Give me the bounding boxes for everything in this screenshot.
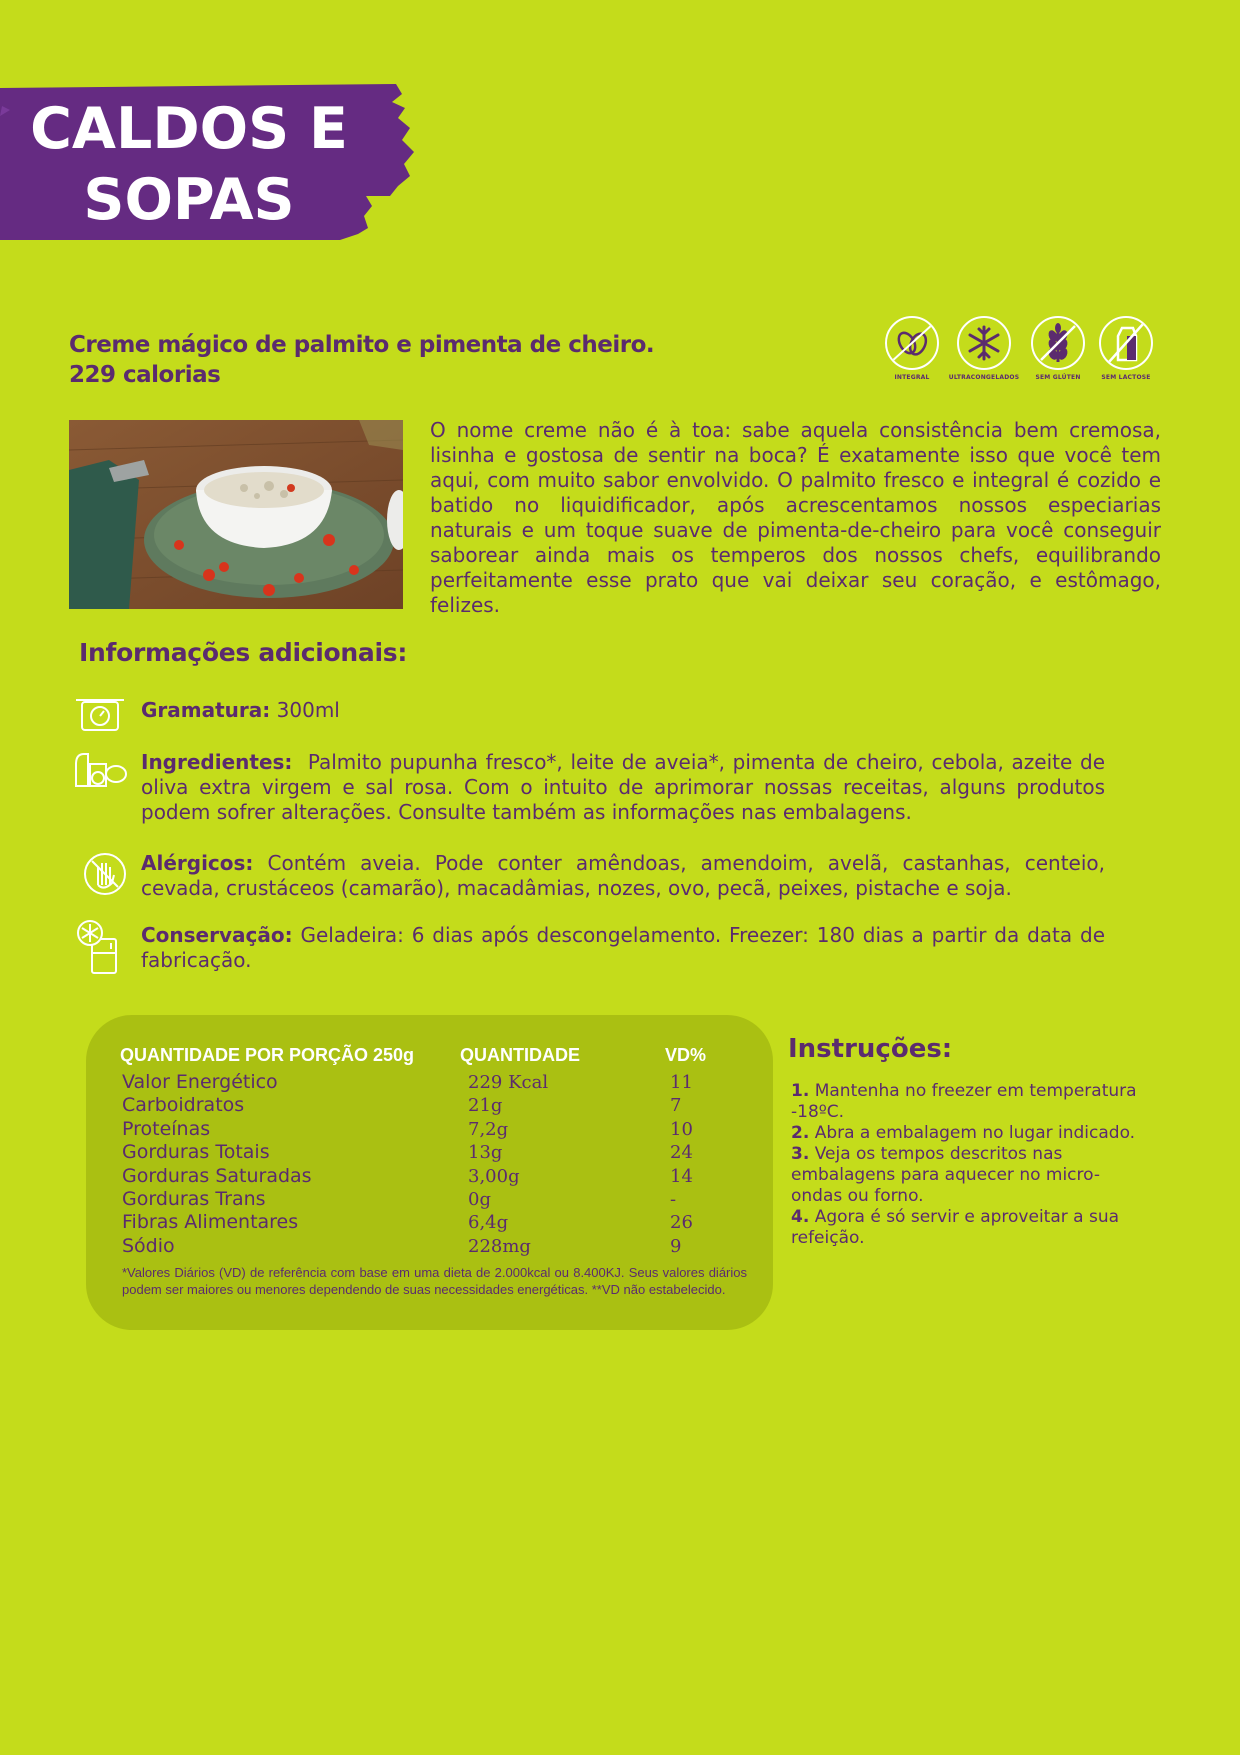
instruction-step (791, 1207, 1151, 1249)
nutrient-vd: 14 (670, 1165, 693, 1187)
step-number: 3. (791, 1144, 810, 1164)
info-weight-label: Gramatura: (141, 698, 271, 722)
badge-row (880, 316, 1166, 392)
instruction-step (791, 1144, 1151, 1207)
category-banner (0, 84, 414, 240)
instructions-title: Instruções: (788, 1034, 953, 1064)
nutrition-row (122, 1165, 742, 1188)
nutrition-row (122, 1188, 742, 1211)
snowflake-icon (957, 316, 1011, 370)
info-weight-value: 300ml (276, 698, 340, 722)
nutrition-row (122, 1211, 742, 1234)
info-ingredients-value: Palmito pupunha fresco*, leite de aveia*, pimenta de cheiro, cebola, azeite de oliva extra virgem e sal rosa. Com o intuito de aprimorar nossas receitas, alguns produtos podem sofrer alterações. Consulte também as informações nas embalagens. (141, 750, 1106, 824)
additional-info-title: Informações adicionais: (79, 638, 408, 667)
nutrient-quantity: 229 Kcal (468, 1072, 549, 1093)
badge-label: INTEGRAL (894, 374, 930, 381)
nutrition-table (86, 1015, 773, 1330)
product-title-block (69, 330, 769, 390)
product-description: O nome creme não é à toa: sabe aquela consistência bem cremosa, lisinha e gostosa de sentir na boca? É exatamente isso que você tem aqui, com muito sabor envolvido. O palmito fresco e integral é cozido e batido no liquidificador, após acrescentamos nossos especiarias naturais e um toque suave de pimenta-de-cheiro para você conseguir saborear ainda mais os temperos dos nossos chefs, equilibrando perfeitamente esse prato que vai deixar seu coração, e estômago, felizes. (430, 418, 1161, 617)
nutrient-name: Proteínas (122, 1117, 211, 1140)
nutrient-quantity: 3,00g (468, 1165, 520, 1187)
step-text: Mantenha no freezer em temperatura -18ºC. (791, 1081, 1137, 1122)
groceries-icon (70, 750, 130, 810)
nutrient-name: Gorduras Totais (122, 1141, 270, 1164)
instruction-step (791, 1081, 1151, 1123)
nutrient-vd: 10 (670, 1118, 693, 1140)
nutrition-rows (122, 1071, 742, 1258)
badge-integral (872, 316, 952, 381)
nutrient-name: Carboidratos (122, 1094, 245, 1117)
step-number: 2. (791, 1123, 810, 1143)
nutrient-quantity: 0g (468, 1188, 491, 1210)
badge-label: ULTRACONGELADOS (948, 374, 1020, 381)
nutrient-vd: - (670, 1188, 677, 1210)
nutrient-name: Sódio (122, 1234, 175, 1257)
nutrient-vd: 24 (670, 1142, 693, 1164)
info-storage-value: Geladeira: 6 dias após descongelamento. Freezer: 180 dias a partir da data de fabricação. (141, 923, 1105, 972)
scale-icon (70, 696, 130, 756)
badge-label: SEM GLÚTEN (1035, 374, 1081, 381)
step-number: 1. (791, 1081, 810, 1101)
nutrition-row (122, 1141, 742, 1164)
info-allergens-text (141, 851, 1105, 901)
nutrient-quantity: 228mg (468, 1235, 531, 1257)
banner-line-2: SOPAS (83, 167, 295, 233)
banner-line-1: CALDOS E (30, 96, 348, 162)
instructions-list (791, 1081, 1151, 1249)
nutrient-quantity: 21g (468, 1095, 503, 1117)
product-photo (69, 420, 403, 609)
nutrient-vd: 9 (670, 1235, 682, 1257)
freezer-icon (70, 919, 130, 979)
product-calories: 229 calorias (69, 362, 221, 388)
info-allergens-label: Alérgicos: (141, 851, 254, 875)
step-number: 4. (791, 1207, 810, 1227)
nutrient-quantity: 6,4g (468, 1212, 509, 1234)
nutrient-quantity: 13g (468, 1142, 503, 1164)
info-storage-text (141, 923, 1105, 973)
nutrient-vd: 11 (670, 1072, 693, 1093)
info-storage-label: Conservação: (141, 923, 293, 947)
nutrient-name: Gorduras Saturadas (122, 1164, 312, 1187)
info-allergens-value: Contém aveia. Pode conter amêndoas, amendoim, avelã, castanhas, centeio, cevada, crustáceos (camarão), macadâmias, nozes, ovo, pecã, peixes, pistache e soja. (141, 851, 1105, 900)
nutrition-footnote: *Valores Diários (VD) de referência com base em uma dieta de 2.000kcal ou 8.400KJ. Seus valores diários podem ser maiores ou menores dependendo de suas necessidades energéticas. **VD não estabelecido. (122, 1265, 747, 1297)
whole-grain-icon (885, 316, 939, 370)
info-ingredients-text (141, 750, 1105, 825)
allergy-hand-icon (70, 851, 130, 911)
instruction-step (791, 1123, 1151, 1144)
nutrient-vd: 7 (670, 1095, 682, 1117)
product-title: Creme mágico de palmito e pimenta de cheiro. (69, 332, 655, 358)
nutrient-name: Valor Energético (122, 1071, 278, 1093)
nutrition-header-vd: VD% (665, 1045, 707, 1065)
info-weight-text (141, 698, 1105, 723)
nutrition-header-quantity: QUANTIDADE (460, 1045, 580, 1065)
badge-sem-lactose (1086, 316, 1166, 381)
nutrition-row (122, 1118, 742, 1141)
nutrition-row (122, 1235, 742, 1258)
step-text: Veja os tempos descritos nas embalagens para aquecer no micro-ondas ou forno. (791, 1144, 1100, 1206)
badge-ultracongelados (944, 316, 1024, 381)
nutrition-row (122, 1094, 742, 1117)
nutrient-vd: 26 (670, 1212, 693, 1234)
step-text: Agora é só servir e aproveitar a sua refeição. (791, 1207, 1120, 1248)
info-ingredients-label: Ingredientes: (141, 750, 293, 774)
no-lactose-icon (1099, 316, 1153, 370)
nutrient-name: Gorduras Trans (122, 1187, 266, 1210)
nutrient-quantity: 7,2g (468, 1118, 509, 1140)
nutrition-row (122, 1071, 742, 1094)
no-gluten-icon (1031, 316, 1085, 370)
nutrition-header-portion: QUANTIDADE POR PORÇÃO 250g (120, 1045, 415, 1065)
nutrient-name: Fibras Alimentares (122, 1211, 299, 1234)
badge-label: SEM LACTOSE (1101, 374, 1151, 381)
step-text: Abra a embalagem no lugar indicado. (814, 1123, 1136, 1143)
